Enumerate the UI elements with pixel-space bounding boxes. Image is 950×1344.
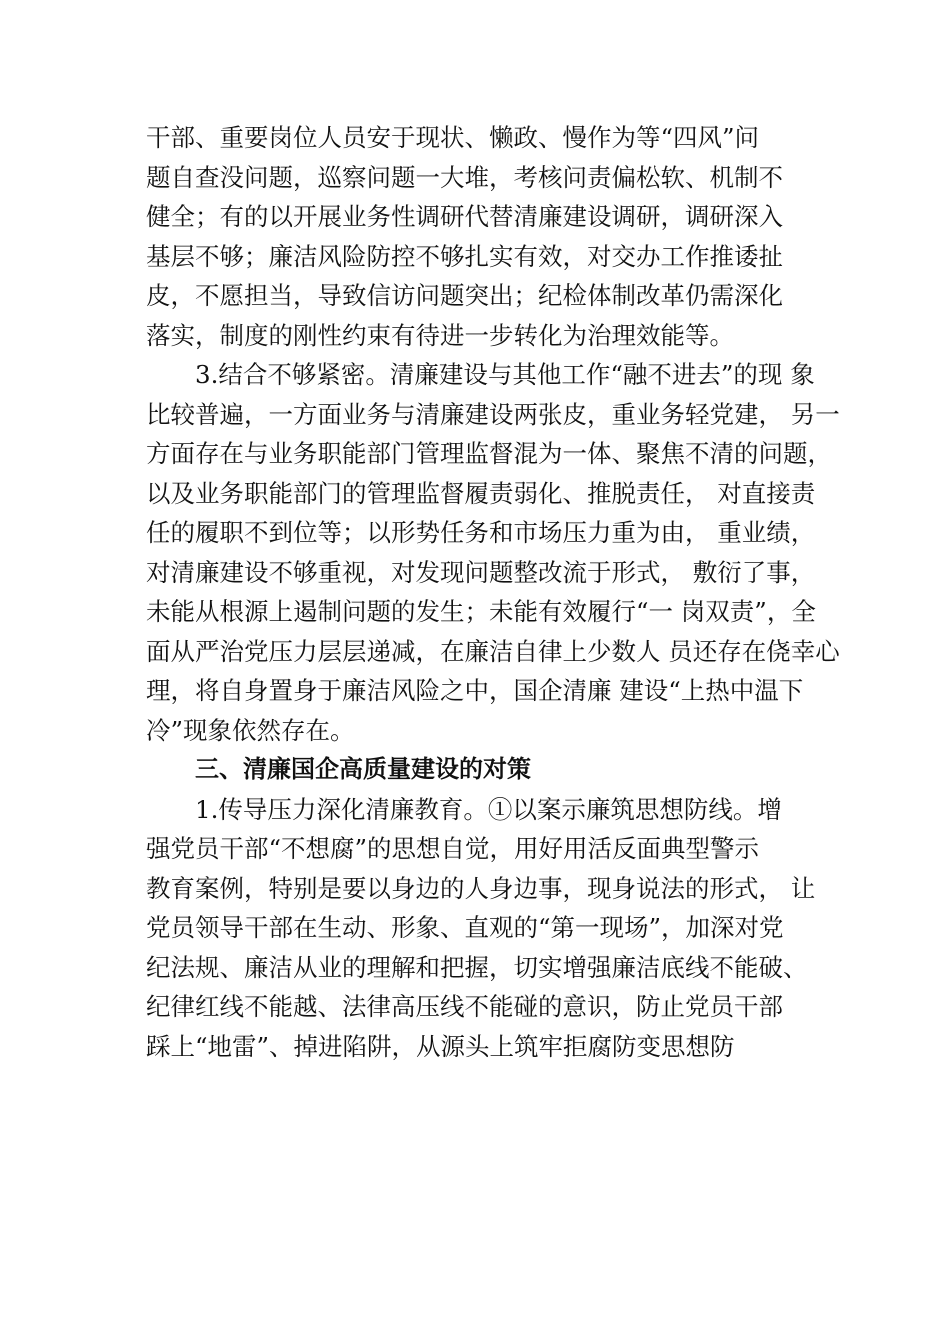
text-line: 题自查没问题，巡察问题一大堆，考核问责偏松软、机制不 (146, 162, 783, 192)
section-heading: 三、清廉国企高质量建设的对策 (195, 755, 531, 783)
text-line: 干部、重要岗位人员安于现状、懒政、慢作为等“四风”问 (146, 123, 760, 152)
text-line: 踩上“地雷”、掉进陷阱，从源头上筑牢拒腐防变思想防 (146, 1031, 735, 1061)
text-line: 党员领导干部在生动、形象、直观的“第一现场”，加深对党 (146, 913, 784, 942)
text-line: 对清廉建设不够重视，对发现问题整改流于形式， 敷衍了事， (146, 557, 816, 587)
text-line: 比较普遍，一方面业务与清廉建设两张皮，重业务轻党建， 另一 (146, 399, 840, 429)
text-line: 基层不够；廉洁风险防控不够扎实有效，对交办工作推诿扯 (146, 241, 783, 271)
text-line: 落实，制度的刚性约束有待进一步转化为治理效能等。 (146, 320, 734, 350)
text-line: 以及业务职能部门的管理监督履责弱化、推脱责任， 对直接责 (146, 478, 816, 508)
text-line: 理，将自身置身于廉洁风险之中，国企清廉 建设“上热中温下 (146, 676, 804, 705)
document-body (146, 118, 840, 1066)
text-line: 强党员干部“不想腐”的思想自觉，用好用活反面典型警示 (146, 834, 760, 863)
text-line: 冷”现象依然存在。 (146, 715, 355, 745)
text-line: 健全；有的以开展业务性调研代替清廉建设调研，调研深入 (146, 202, 783, 231)
paragraph-3 (146, 790, 836, 1067)
paragraph-2 (146, 355, 840, 750)
text-line: 教育案例，特别是要以身边的人身边事，现身说法的形式， 让 (146, 873, 816, 903)
text-line: 皮，不愿担当，导致信访问题突出；纪检体制改革仍需深化 (146, 281, 783, 310)
text-line: 纪律红线不能越、法律高压线不能碰的意识，防止党员干部 (146, 992, 783, 1021)
text-line: 1.传导压力深化清廉教育。①以案示廉筑思想防线。增 (195, 794, 782, 824)
text-line: 3.结合不够紧密。清廉建设与其他工作“融不进去”的现 象 (195, 360, 815, 389)
paragraph-1 (146, 118, 836, 355)
text-line: 任的履职不到位等；以形势任务和市场压力重为由， 重业绩， (146, 518, 816, 547)
text-line: 纪法规、廉洁从业的理解和把握，切实增强廉洁底线不能破、 (146, 952, 808, 982)
text-line: 方面存在与业务职能部门管理监督混为一体、聚焦不清的问题， (146, 439, 832, 468)
text-line: 面从严治党压力层层递减，在廉洁自律上少数人 员还存在侥幸心 (146, 636, 840, 666)
text-line: 未能从根源上遏制问题的发生；未能有效履行“一 岗双责”，全 (146, 597, 816, 626)
